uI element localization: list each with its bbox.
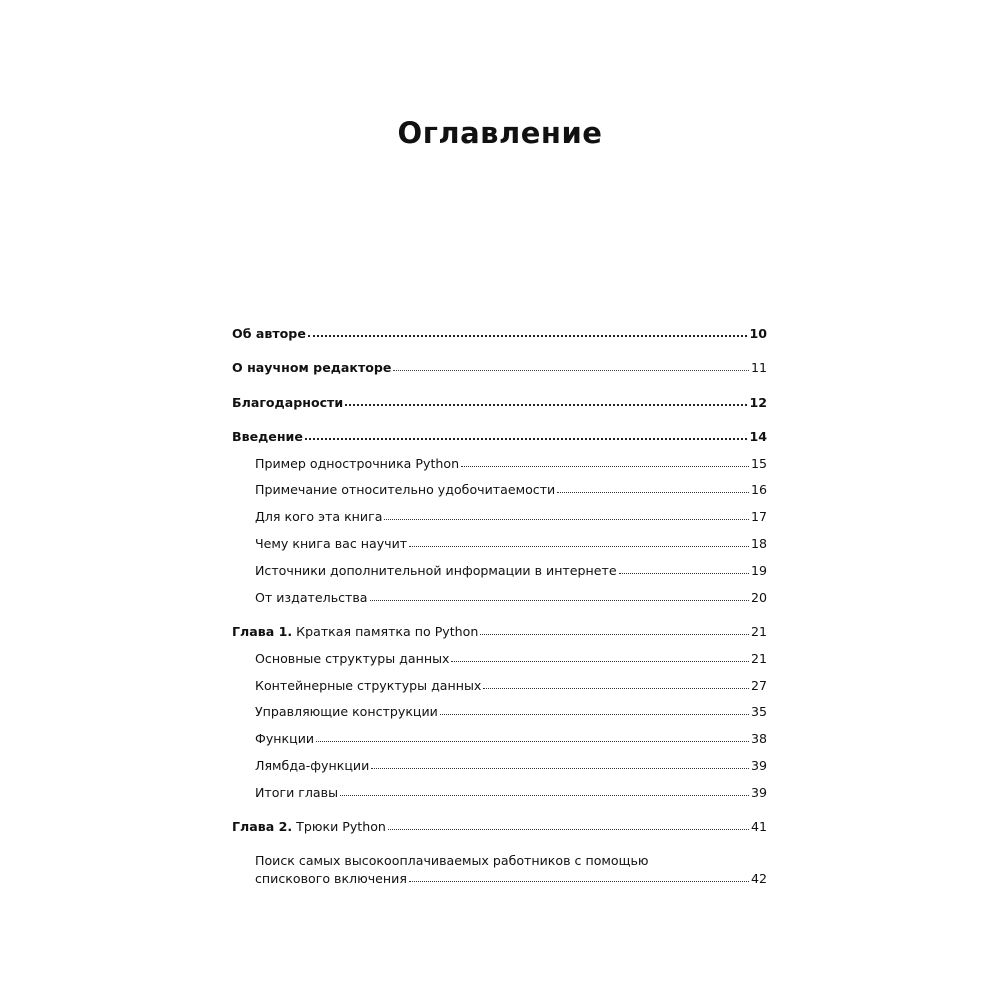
- toc-page-number: 39: [750, 757, 767, 773]
- toc-entry-title: Лямбда-функции: [255, 757, 370, 773]
- toc-entry-introduction[interactable]: [232, 429, 767, 456]
- toc-entry-title: Источники дополнительной информации в интернете: [255, 562, 617, 578]
- chapter-number: Глава 1.: [232, 623, 293, 639]
- toc-entry-title: Поиск самых высокооплачиваемых работников с помощью: [255, 852, 649, 868]
- dot-leader: [370, 593, 749, 601]
- toc-entry-chapter-1[interactable]: [232, 624, 767, 651]
- toc-entry-container-data-structures[interactable]: [232, 678, 767, 705]
- toc-page-number: 12: [749, 394, 767, 410]
- toc-entry-what-book-teaches[interactable]: [232, 536, 767, 563]
- toc-page-number: 14: [749, 428, 767, 444]
- toc-entry-about-author[interactable]: [232, 326, 767, 353]
- toc-entry-title: Пример однострочника Python: [255, 455, 460, 471]
- toc-entry-title: Контейнерные структуры данных: [255, 677, 482, 693]
- toc-entry-title: [232, 819, 386, 834]
- toc-page-number: 20: [750, 589, 767, 605]
- chapter-number: Глава 2.: [232, 819, 293, 835]
- toc-entry-highest-paid-employees[interactable]: [232, 846, 767, 891]
- toc-entry-functions[interactable]: [232, 731, 767, 758]
- toc-page-number: 18: [750, 536, 767, 552]
- toc-page-number: 17: [750, 509, 767, 525]
- toc-entry-title: [232, 624, 478, 639]
- toc-entry-title: От издательства: [255, 589, 368, 605]
- toc-entry-title: Управляющие конструкции: [255, 704, 438, 720]
- toc-page-number: 11: [750, 360, 767, 376]
- toc-page-number: 38: [750, 731, 767, 747]
- toc-entry-from-publisher[interactable]: [232, 590, 767, 617]
- toc-page-number: 39: [750, 784, 767, 800]
- toc-page-number: 16: [750, 482, 767, 498]
- dot-leader: [384, 512, 749, 520]
- dot-leader: [305, 431, 748, 440]
- dot-leader: [461, 459, 749, 467]
- dot-leader: [393, 363, 749, 371]
- dot-leader: [409, 539, 749, 547]
- toc-page-number: 21: [750, 623, 767, 639]
- toc-entry-title: Примечание относительно удобочитаемости: [255, 482, 556, 498]
- toc-entry-lambda-functions[interactable]: [232, 758, 767, 785]
- toc-entry-online-resources[interactable]: [232, 563, 767, 590]
- toc-entry-title: Итоги главы: [255, 784, 339, 800]
- toc-page-number: 19: [750, 562, 767, 578]
- dot-leader: [451, 654, 749, 662]
- dot-leader: [409, 874, 749, 882]
- toc-entry-title: Чему книга вас научит: [255, 536, 408, 552]
- chapter-title: Трюки Python: [296, 819, 386, 835]
- toc-entry-title: Введение: [232, 428, 303, 444]
- toc-page-number: 15: [750, 455, 767, 471]
- toc-entry-title-continued: спискового включения: [255, 870, 407, 886]
- toc-entry-readability-note[interactable]: [232, 482, 767, 509]
- chapter-title: Краткая памятка по Python: [296, 623, 479, 639]
- dot-leader: [308, 328, 748, 337]
- dot-leader: [557, 486, 749, 494]
- toc-entry-chapter-summary[interactable]: [232, 785, 767, 812]
- toc-page-number: 41: [750, 819, 767, 835]
- toc-page-number: 27: [750, 677, 767, 693]
- table-of-contents: [232, 326, 767, 891]
- dot-leader: [345, 397, 747, 406]
- toc-entry-chapter-2[interactable]: [232, 819, 767, 846]
- toc-entry-title: Основные структуры данных: [255, 650, 450, 666]
- toc-page-number: 10: [749, 326, 767, 341]
- toc-entry-science-editor[interactable]: [232, 360, 767, 387]
- dot-leader: [480, 627, 749, 635]
- dot-leader: [388, 822, 749, 830]
- toc-entry-python-oneliner-example[interactable]: [232, 456, 767, 483]
- toc-page-number: 42: [750, 870, 767, 886]
- toc-entry-title: Об авторе: [232, 326, 306, 341]
- toc-page-number: 35: [750, 704, 767, 720]
- toc-entry-basic-data-structures[interactable]: [232, 651, 767, 678]
- page-title: Оглавление: [397, 116, 603, 150]
- toc-page-number: 21: [750, 650, 767, 666]
- toc-entry-title: О научном редакторе: [232, 360, 392, 376]
- dot-leader: [371, 761, 749, 769]
- toc-entry-title: Для кого эта книга: [255, 509, 383, 525]
- toc-entry-control-structures[interactable]: [232, 704, 767, 731]
- dot-leader: [440, 707, 749, 715]
- toc-entry-acknowledgements[interactable]: [232, 395, 767, 422]
- dot-leader: [483, 681, 749, 689]
- toc-entry-title: Функции: [255, 731, 315, 747]
- toc-entry-title: Благодарности: [232, 394, 344, 410]
- dot-leader: [316, 734, 749, 742]
- toc-entry-who-is-this-book-for[interactable]: [232, 509, 767, 536]
- dot-leader: [619, 566, 749, 574]
- dot-leader: [340, 788, 749, 796]
